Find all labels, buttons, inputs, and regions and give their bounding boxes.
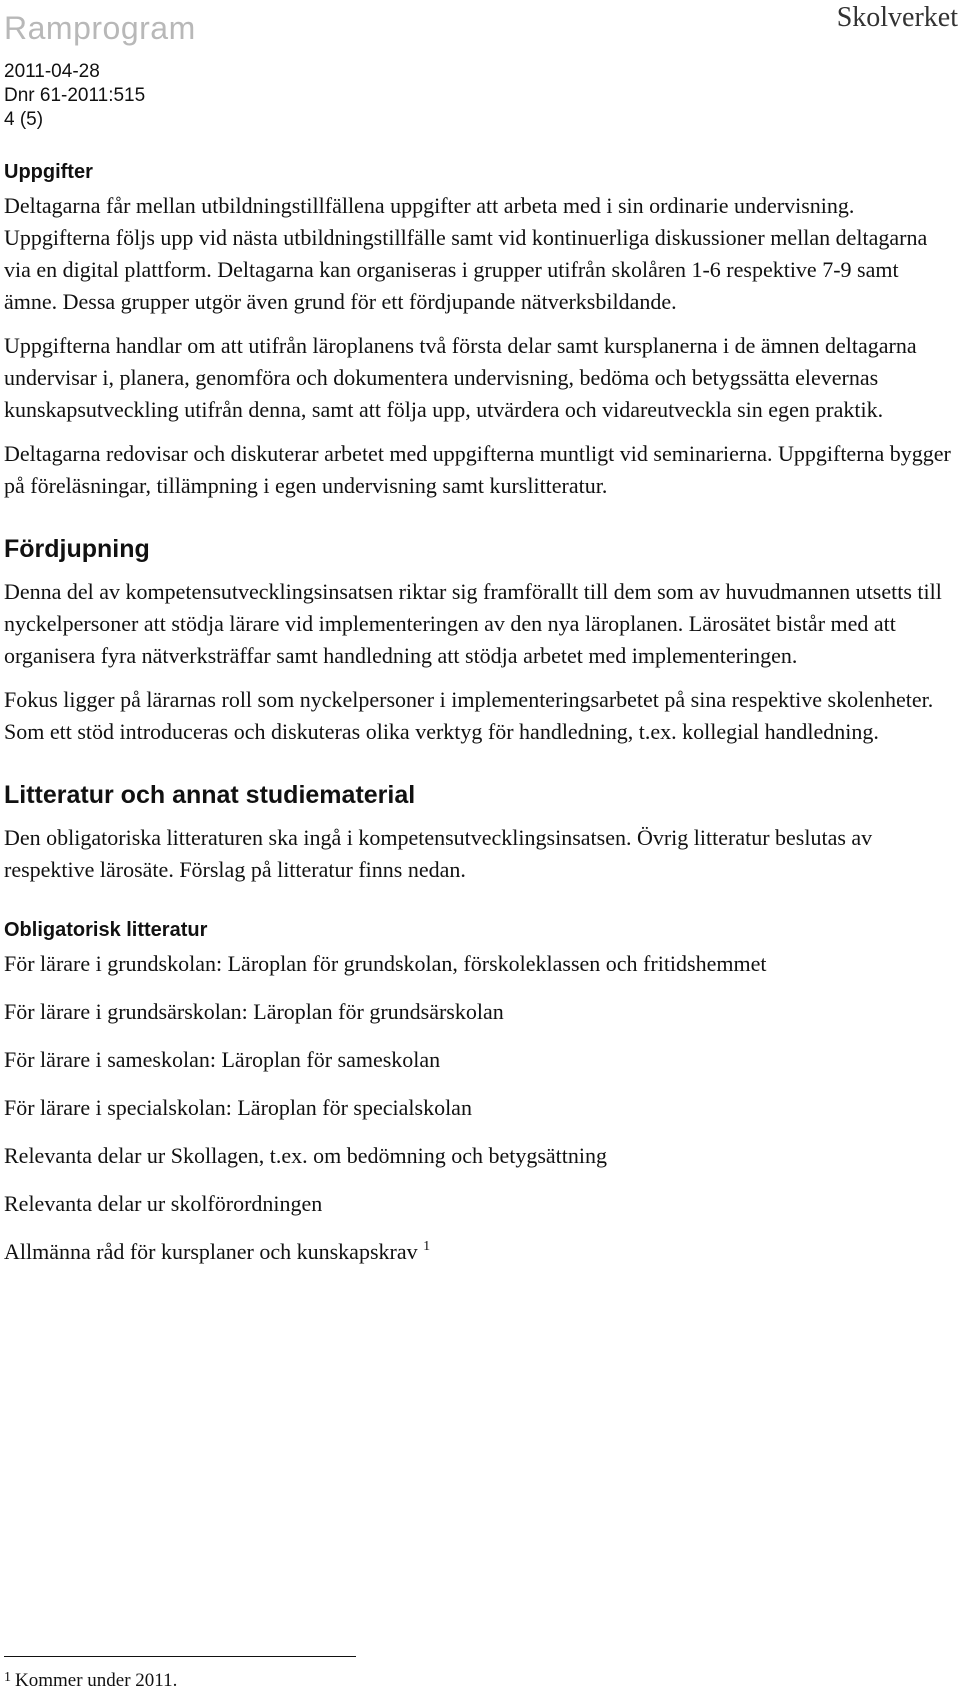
literature-item: För lärare i specialskolan: Läroplan för specialskolan [4, 1095, 472, 1120]
literature-item: Relevanta delar ur Skollagen, t.ex. om bedömning och betygsättning [4, 1143, 608, 1168]
literature-item-with-footnote [4, 1236, 954, 1268]
literature-item: För lärare i sameskolan: Läroplan för sameskolan [4, 1047, 441, 1072]
footnote-reference[interactable]: 1 [423, 1239, 431, 1254]
paragraph: Deltagarna får mellan utbildningstillfällena uppgifter att arbeta med i sin ordinarie undervisning. Uppgifterna följs upp vid nästa utbildningstillfälle samt vid kontinuerliga diskussioner mellan deltagarna via en digital plattform. Deltagarna kan organiseras i grupper utifrån skolåren 1-6 respektive 7-9 samt ämne. Dessa grupper utgör även grund för ett fördjupande nätverksbildande. [4, 193, 928, 314]
document-date: 2011-04-28 [4, 61, 100, 82]
heading-uppgifter: Uppgifter [4, 161, 93, 183]
section-uppgifter [4, 158, 954, 502]
heading-fordjupning: Fördjupning [4, 535, 150, 563]
organization-name: Skolverket [836, 2, 958, 33]
footnote-number: 1 [4, 1670, 11, 1685]
document-meta [4, 60, 145, 132]
literature-item: För lärare i grundskolan: Läroplan för grundskolan, förskoleklassen och fritidshemmet [4, 951, 767, 976]
footnote-divider [4, 1656, 356, 1657]
page-header [0, 0, 960, 140]
paragraph: Uppgifterna handlar om att utifrån läroplanens två första delar samt kursplanerna i de ämnen deltagarna undervisar i, planera, genomföra och dokumentera undervisning, bedöma och betygssätta elevernas kunskapsutveckling utifrån denna, samt att följa upp, utvärdera och vidareutveckla sin egen praktik. [4, 333, 917, 422]
section-obligatorisk-litteratur [4, 916, 954, 1268]
paragraph: Den obligatoriska litteraturen ska ingå i kompetensutvecklingsinsatsen. Övrig litteratur beslutas av respektive lärosäte. Förslag på litteratur finns nedan. [4, 825, 873, 882]
section-fordjupning [4, 532, 954, 748]
footnote [4, 1666, 177, 1693]
paragraph: Deltagarna redovisar och diskuterar arbetet med uppgifterna muntligt vid seminarierna. Uppgifterna bygger på föreläsningar, tillämpning i egen undervisning samt kurslitteratur. [4, 441, 951, 498]
heading-obligatorisk-litteratur: Obligatorisk litteratur [4, 919, 208, 941]
document-title: Ramprogram [4, 10, 196, 46]
paragraph: Denna del av kompetensutvecklingsinsatsen riktar sig framförallt till dem som av huvudmannen utsetts till nyckelpersoner att stödja lärare vid implementeringen av den nya läroplanen. Lärosätet bistår med att organisera fyra nätverksträffar samt handledning att stödja arbetet med implementeringen. [4, 579, 942, 668]
literature-item: Relevanta delar ur skolförordningen [4, 1191, 323, 1216]
paragraph: Fokus ligger på lärarnas roll som nyckelpersoner i implementeringsarbetet på sina respektive skolenheter. Som ett stöd introduceras och diskuteras olika verktyg för handledning, t.ex. kollegial handledning. [4, 687, 934, 744]
section-litteratur [4, 778, 954, 886]
page-content [4, 158, 954, 1284]
heading-litteratur: Litteratur och annat studiematerial [4, 781, 416, 809]
page-number: 4 (5) [4, 109, 44, 130]
document-dnr: Dnr 61-2011:515 [4, 85, 146, 106]
literature-item-text: Allmänna råd för kursplaner och kunskapskrav [4, 1239, 418, 1264]
literature-item: För lärare i grundsärskolan: Läroplan för grundsärskolan [4, 999, 504, 1024]
footnote-text: Kommer under 2011. [15, 1670, 178, 1691]
